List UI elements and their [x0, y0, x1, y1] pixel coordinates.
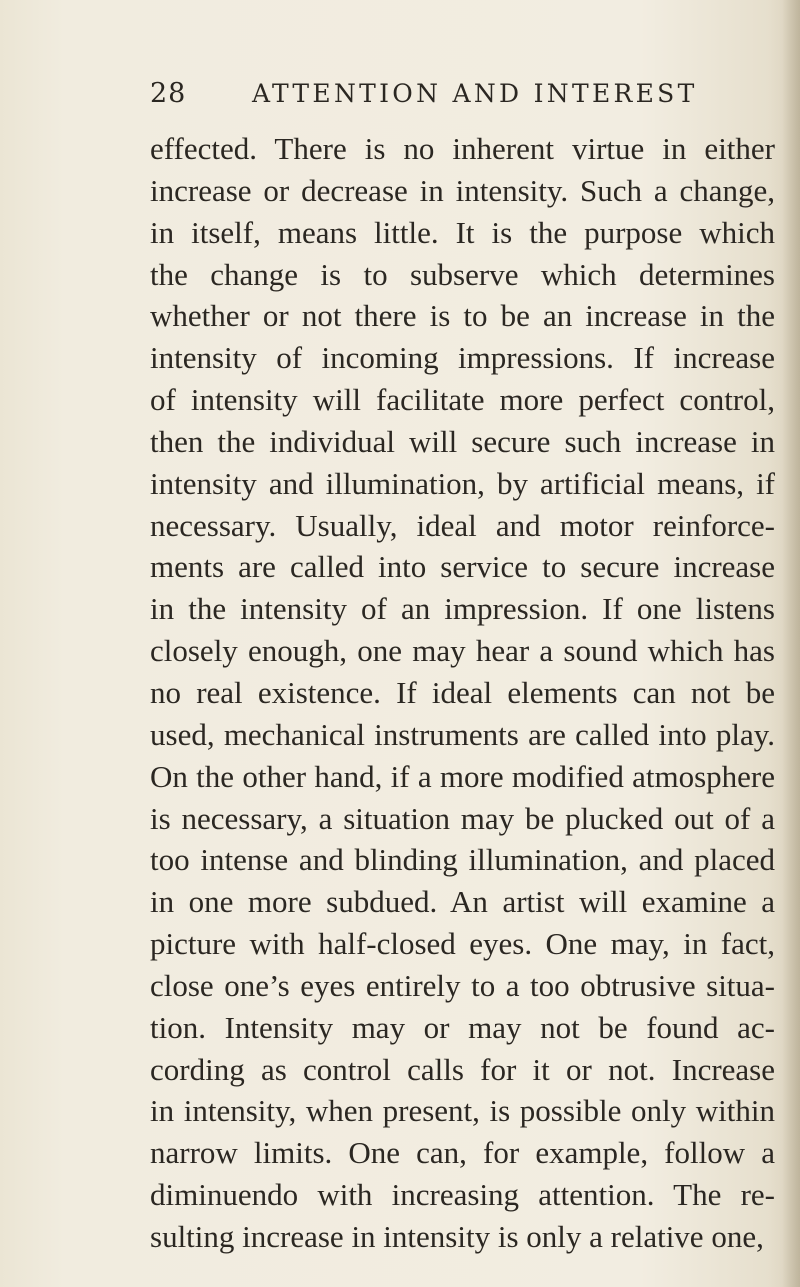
text-line: diminuendo with increasing attention. The re-: [150, 1177, 775, 1213]
text-line: sulting increase in intensity is only a relative one,: [150, 1218, 764, 1254]
text-line: tion. Intensity may or may not be found ac-: [150, 1009, 775, 1045]
text-line: picture with half-closed eyes. One may, in fact,: [150, 926, 775, 962]
text-line: in itself, means little. It is the purpose which: [150, 214, 775, 250]
text-line: is necessary, a situation may be plucked out of a: [150, 800, 775, 836]
running-title: ATTENTION AND INTEREST: [252, 79, 698, 108]
text-line: On the other hand, if a more modified atmosphere: [150, 758, 775, 794]
text-line: narrow limits. One can, for example, follow a: [150, 1135, 775, 1171]
text-line: effected. There is no inherent virtue in either: [150, 131, 775, 166]
text-line: no real existence. If ideal elements can not be: [150, 674, 775, 710]
page-number: 28: [150, 78, 187, 109]
text-line: in one more subdued. An artist will examine a: [150, 884, 775, 920]
text-line: in the intensity of an impression. If one listens: [150, 591, 775, 627]
text-line: close one’s eyes entirely to a too obtrusive situa-: [150, 967, 775, 1003]
text-line: used, mechanical instruments are called into play.: [150, 716, 775, 752]
text-line: then the individual will secure such increase in: [150, 423, 775, 459]
running-head: [150, 78, 710, 118]
text-line: intensity of incoming impressions. If increase: [150, 340, 775, 376]
text-line: ments are called into service to secure increase: [150, 549, 775, 585]
text-line: of intensity will facilitate more perfect control,: [150, 382, 775, 418]
text-line: whether or not there is to be an increase in the: [150, 298, 775, 334]
text-line: too intense and blinding illumination, and placed: [150, 842, 775, 878]
text-line: necessary. Usually, ideal and motor reinforce-: [150, 507, 775, 543]
text-line: closely enough, one may hear a sound which has: [150, 633, 775, 669]
text-line: cording as control calls for it or not. Increase: [150, 1051, 775, 1087]
page-edge-shadow: [782, 0, 800, 1287]
body-text: [150, 128, 775, 1258]
text-line: intensity and illumination, by artificial means, if: [150, 465, 775, 501]
text-line: increase or decrease in intensity. Such a change,: [150, 172, 775, 208]
text-line: in intensity, when present, is possible only within: [150, 1093, 775, 1129]
text-line: the change is to subserve which determines: [150, 256, 775, 292]
